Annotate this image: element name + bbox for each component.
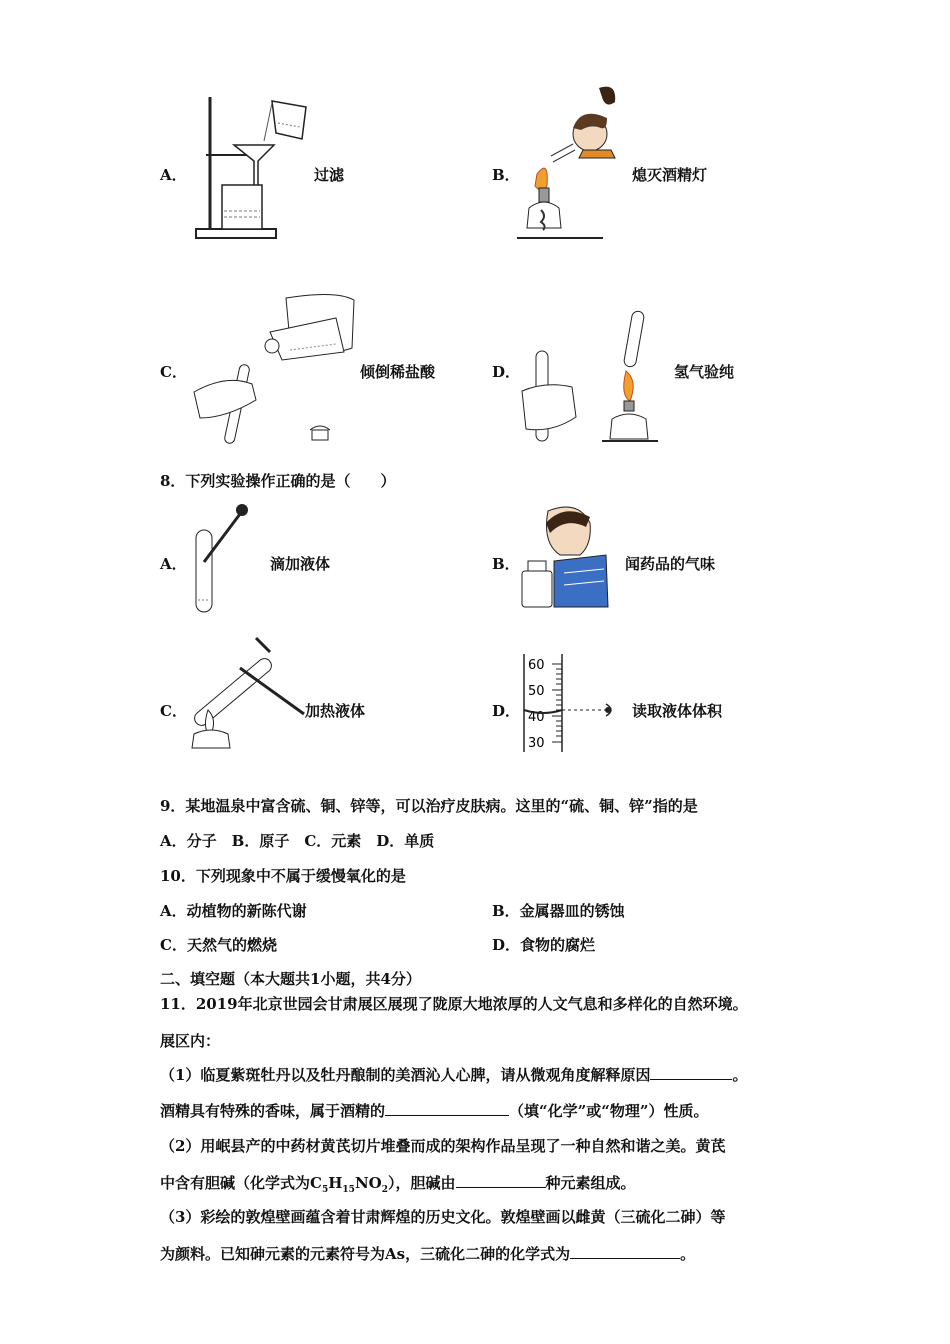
question-11-line2: 展区内： (160, 1032, 221, 1050)
question-8-stem: 8．下列实验操作正确的是（ ） (160, 472, 396, 490)
section-2-heading: 二、填空题（本大题共1小题，共4分） (160, 970, 421, 988)
pouring-hcl-figure (186, 288, 358, 450)
option-letter-7d: D． (492, 363, 521, 381)
option-caption-8c: 加热液体 (305, 702, 366, 720)
heating-liquid-figure (186, 632, 308, 752)
option-letter-8a: A． (160, 555, 187, 573)
part1-end: 。 (732, 1066, 748, 1084)
part2b-pre: 中含有胆碱（化学式为 (160, 1174, 311, 1192)
question-9-options: A．分子 B．原子 C．元素 D．单质 (160, 832, 435, 850)
option-letter-7a: A． (160, 166, 187, 184)
part2b-post: 种元素组成。 (545, 1174, 636, 1192)
question-11-part3-line2 (160, 1243, 695, 1264)
filtration-apparatus-figure (194, 93, 314, 243)
option-caption-7a: 过滤 (314, 166, 345, 184)
part2b-mid: ），胆碱由 (388, 1174, 456, 1192)
blowing-out-lamp-figure (515, 78, 635, 243)
question-11-part1-line2 (160, 1100, 709, 1121)
option-letter-8d: D． (492, 702, 521, 720)
question-10-option-c: C．天然气的燃烧 (160, 936, 277, 954)
part1-text: （1）临夏紫斑牡丹以及牡丹酿制的美酒沁人心脾，请从微观角度解释原因 (160, 1066, 651, 1084)
part1b-post: （填“化学”或“物理”）性质。 (509, 1102, 709, 1120)
question-11-part2-line1: （2）用岷县产的中药材黄芪切片堆叠而成的架构作品呈现了一种自然和谐之美。黄芪 (160, 1137, 726, 1155)
option-letter-8b: B． (492, 555, 520, 573)
question-10-stem: 10．下列现象中不属于缓慢氧化的是 (160, 867, 406, 885)
option-caption-7c: 倾倒稀盐酸 (360, 363, 436, 381)
smelling-figure (520, 503, 612, 609)
option-caption-8a: 滴加液体 (270, 555, 331, 573)
choline-formula: $C_5H_{15}NO_2$ (310, 1174, 388, 1195)
question-10-option-a: A．动植物的新陈代谢 (160, 902, 307, 920)
reading-cylinder-figure (520, 652, 630, 754)
question-11-line1: 11．2019年北京世园会甘肃展区展现了陇原大地浓厚的人文气息和多样化的自然环境。 (160, 995, 748, 1013)
dropper-figure (190, 500, 250, 614)
option-letter-7c: C． (160, 363, 187, 381)
question-11-part3-line1: （3）彩绘的敦煌壁画蕴含着甘肃辉煌的历史文化。敦煌壁画以雌黄（三硫化二砷）等 (160, 1208, 726, 1226)
question-10-option-d: D．食物的腐烂 (492, 936, 596, 954)
part1b-pre: 酒精具有特殊的香味，属于酒精的 (160, 1102, 386, 1120)
scale-label-30: 30 (528, 736, 545, 751)
scale-label-60: 60 (528, 658, 545, 673)
option-letter-8c: C． (160, 702, 187, 720)
question-11-part2-line2 (160, 1172, 636, 1195)
scale-label-50: 50 (528, 684, 545, 699)
part3b-end: 。 (680, 1245, 696, 1263)
option-letter-7b: B． (492, 166, 520, 184)
answer-blank-3[interactable] (456, 1173, 546, 1188)
option-caption-7b: 熄灭酒精灯 (632, 166, 708, 184)
question-9-stem: 9．某地温泉中富含硫、铜、锌等，可以治疗皮肤病。这里的“硫、铜、锌”指的是 (160, 797, 698, 815)
question-11-part1-line1 (160, 1064, 747, 1085)
part3b-pre: 为颜料。已知砷元素的元素符号为As，三硫化二砷的化学式为 (160, 1245, 571, 1263)
option-caption-8d: 读取液体体积 (632, 702, 723, 720)
option-caption-7d: 氢气验纯 (674, 363, 735, 381)
hydrogen-purity-figure (518, 305, 668, 445)
answer-blank-1[interactable] (650, 1065, 732, 1080)
answer-blank-2[interactable] (385, 1101, 509, 1116)
question-10-option-b: B．金属器皿的锈蚀 (492, 902, 625, 920)
option-caption-8b: 闻药品的气味 (625, 555, 716, 573)
scale-label-40: 40 (528, 710, 545, 725)
answer-blank-4[interactable] (570, 1244, 680, 1259)
